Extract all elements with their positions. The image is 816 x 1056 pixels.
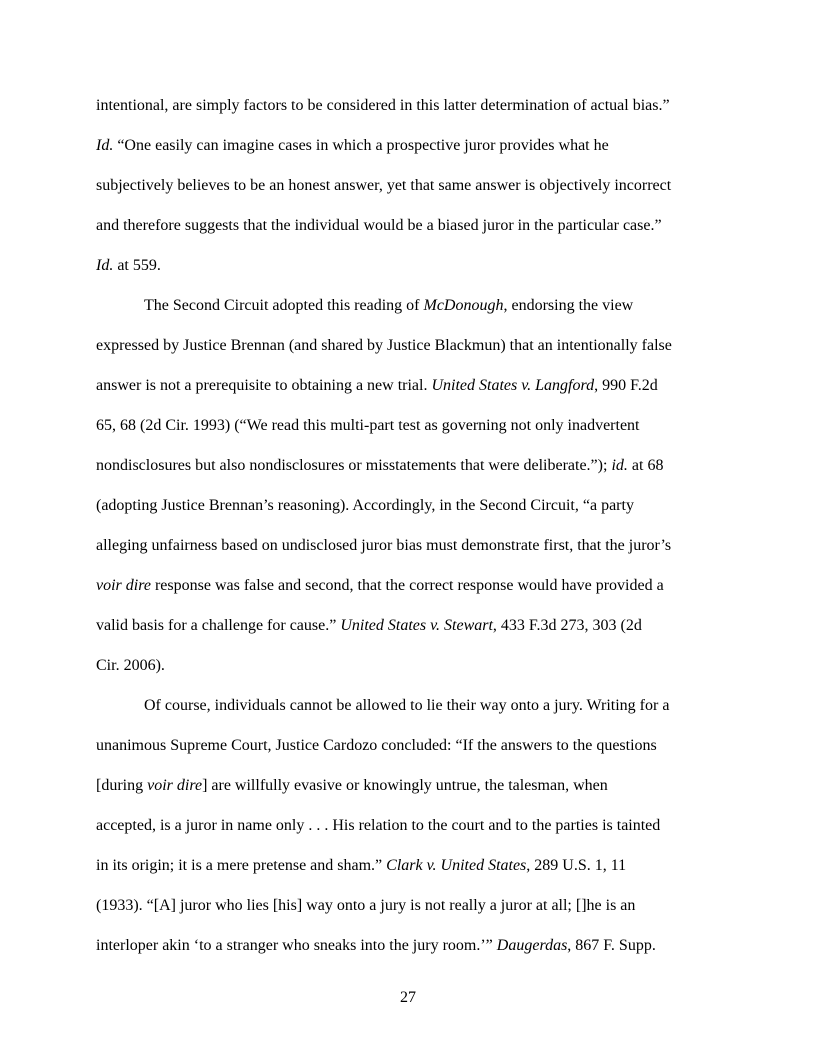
text-line — [96, 336, 736, 356]
italic-text: Id. — [96, 257, 114, 274]
text-run: (adopting Justice Brennan’s reasoning). Accordingly, in the Second Circuit, “a party — [96, 497, 634, 514]
text-line — [96, 176, 736, 196]
text-line — [96, 256, 736, 276]
text-run: Of course, individuals cannot be allowed to lie their way onto a jury. Writing for a — [144, 697, 670, 714]
text-run: [during — [96, 777, 148, 794]
italic-text: McDonough — [423, 297, 504, 314]
text-line — [96, 776, 736, 796]
italic-text: United States v. Stewart — [340, 617, 493, 634]
text-run: (1933). “[A] juror who lies [his] way onto a jury is not really a juror at all; []he is an — [96, 897, 636, 914]
text-run: “One easily can imagine cases in which a prospective juror provides what he — [113, 137, 609, 154]
italic-text: Id. — [96, 137, 114, 154]
italic-text: voir dire — [96, 577, 151, 594]
italic-text: United States v. Langford — [431, 377, 595, 394]
text-run: nondisclosures but also nondisclosures or misstatements that were deliberate.”); — [96, 457, 612, 474]
text-line — [96, 736, 736, 756]
italic-text: Clark v. United States — [386, 857, 527, 874]
text-run: , 867 F. Supp. — [567, 937, 656, 954]
text-run: Cir. 2006). — [96, 657, 165, 674]
text-line — [96, 536, 736, 556]
text-line — [144, 296, 784, 316]
text-line — [96, 416, 736, 436]
text-line — [96, 616, 736, 636]
text-run: The Second Circuit adopted this reading of — [144, 297, 424, 314]
text-run: unanimous Supreme Court, Justice Cardozo concluded: “If the answers to the questions — [96, 737, 657, 754]
text-line — [96, 936, 736, 956]
text-run: ] are willfully evasive or knowingly untrue, the talesman, when — [202, 777, 608, 794]
text-run: , 289 U.S. 1, 11 — [526, 857, 627, 874]
text-line — [96, 376, 736, 396]
text-line — [144, 696, 784, 716]
text-run: and therefore suggests that the individual would be a biased juror in the particular case.” — [96, 217, 662, 234]
text-run: intentional, are simply factors to be considered in this latter determination of actual bias.” — [96, 97, 670, 114]
text-run: accepted, is a juror in name only . . . His relation to the court and to the parties is tainted — [96, 817, 661, 834]
text-run: in its origin; it is a mere pretense and sham.” — [96, 857, 387, 874]
text-line — [96, 896, 736, 916]
text-run: at 68 — [627, 457, 664, 474]
text-run: expressed by Justice Brennan (and shared by Justice Blackmun) that an intentionally false — [96, 337, 672, 354]
text-line — [96, 656, 736, 676]
italic-text: voir dire — [147, 777, 203, 794]
text-run: 65, 68 (2d Cir. 1993) (“We read this multi-part test as governing not only inadvertent — [96, 417, 640, 434]
text-run: response was false and second, that the correct response would have provided a — [150, 577, 664, 594]
page-number: 27 — [400, 989, 416, 1006]
text-run: interloper akin ‘to a stranger who sneaks into the jury room.’” — [96, 937, 497, 954]
text-line — [96, 576, 736, 596]
text-run: , 433 F.3d 273, 303 (2d — [492, 617, 642, 634]
text-line — [96, 136, 736, 156]
text-line — [96, 856, 736, 876]
text-run: alleging unfairness based on undisclosed juror bias must demonstrate first, that the juror’s — [96, 537, 672, 554]
text-run: , endorsing the view — [503, 297, 634, 314]
text-line — [96, 96, 736, 116]
text-run: answer is not a prerequisite to obtaining a new trial. — [96, 377, 432, 394]
italic-text: id. — [611, 457, 628, 474]
text-line — [96, 816, 736, 836]
text-line — [96, 216, 736, 236]
italic-text: Daugerdas — [496, 937, 568, 954]
text-run: valid basis for a challenge for cause.” — [96, 617, 341, 634]
text-run: subjectively believes to be an honest answer, yet that same answer is objectively incorrect — [96, 177, 672, 194]
text-run: at 559. — [113, 257, 161, 274]
text-line — [96, 496, 736, 516]
text-line — [96, 456, 736, 476]
text-run: , 990 F.2d — [594, 377, 658, 394]
